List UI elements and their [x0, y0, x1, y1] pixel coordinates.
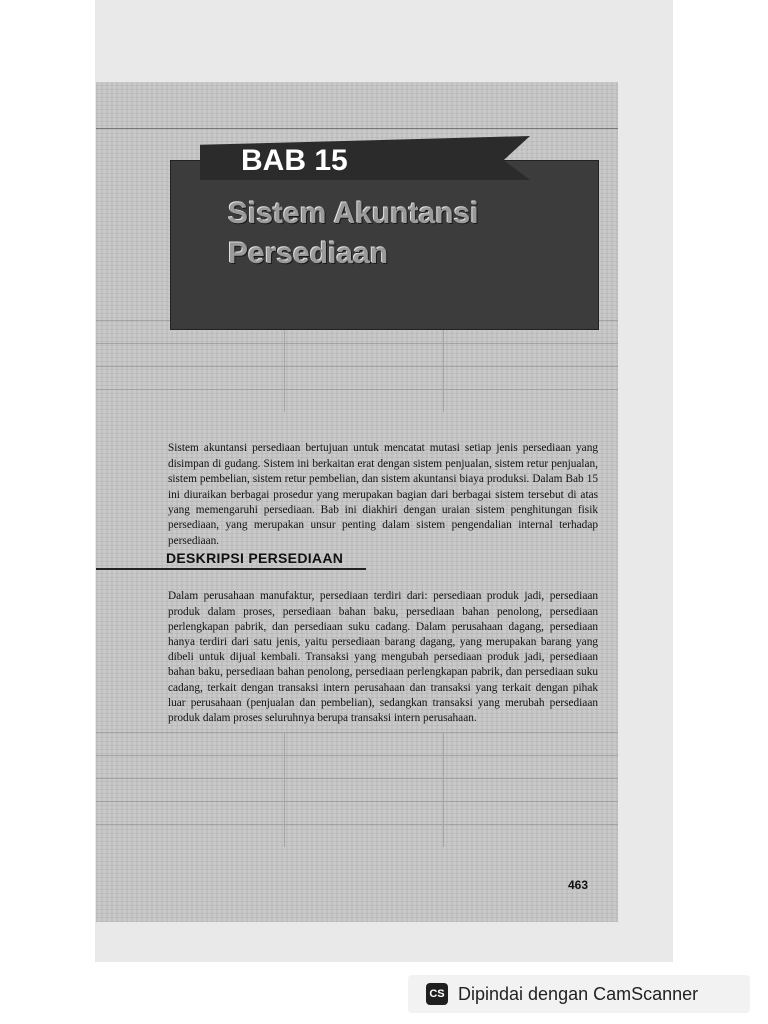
- header-rule: [96, 128, 618, 129]
- show-through-table-bottom: [96, 732, 618, 847]
- intro-paragraph: Sistem akuntansi persediaan bertujuan untuk mencatat mutasi setiap jenis persediaan yang disimpan di gudang. Sistem ini berkaitan erat dengan sistem penjualan, sistem retur penjualan, sistem pembelian, sistem retur pembelian, dan sistem akuntansi biaya produksi. Dalam Bab 15 ini diuraikan berbagai prosedur yang merupakan bagian dari berbagai sistem tersebut di atas yang memengaruhi persediaan. Bab ini diakhiri dengan uraian sistem penghitungan fisik persediaan, yang merupakan unsur penting dalam sistem pengendalian internal terhadap persediaan.: [168, 442, 598, 547]
- chapter-title: Sistem Akuntansi Persediaan: [228, 197, 479, 270]
- chapter-number: BAB 15: [241, 144, 348, 177]
- book-page: [96, 82, 618, 922]
- camscanner-watermark: [408, 975, 750, 1013]
- page-number: 463: [567, 878, 588, 892]
- section-heading: DESKRIPSI PERSEDIAAN: [166, 550, 344, 566]
- show-through-table-top: [96, 320, 618, 412]
- camscanner-logo-icon: CS: [426, 983, 448, 1005]
- watermark-text: Dipindai dengan CamScanner: [458, 983, 699, 1004]
- section-rule: [96, 568, 366, 570]
- section-paragraph: Dalam perusahaan manufaktur, persediaan terdiri dari: persediaan produk jadi, persediaan produk dalam proses, persediaan bahan baku, persediaan bahan penolong, persediaan perlengkapan pabrik, dan persediaan suku cadang. Dalam perusahaan dagang, persediaan hanya terdiri dari satu jenis, yaitu persediaan barang dagang, yang merupakan barang yang dibeli untuk dijual kembali. Transaksi yang mengubah persediaan produk jadi, persediaan bahan baku, persediaan bahan penolong, persediaan perlengkapan pabrik, dan persediaan suku cadang, terkait dengan transaksi intern perusahaan dan transaksi yang terkait dengan pihak luar perusahaan (penjualan dan pembelian), sedangkan transaksi yang merubah persediaan produk dalam proses seluruhnya berupa transaksi intern perusahaan.: [168, 590, 598, 724]
